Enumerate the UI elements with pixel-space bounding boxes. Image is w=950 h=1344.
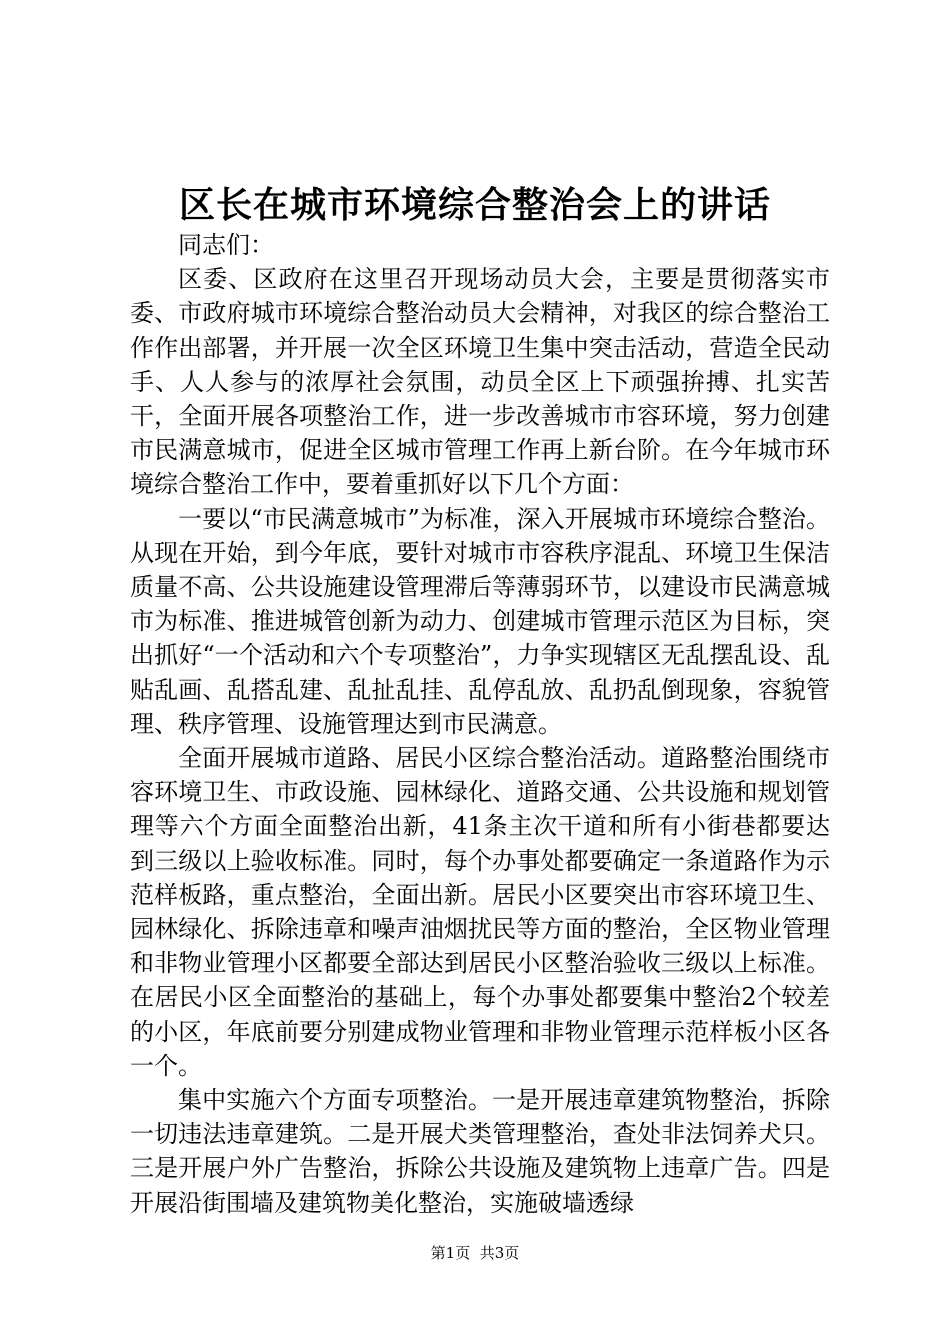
paragraph-3: 全面开展城市道路、居民小区综合整治活动。道路整治围绕市容环境卫生、市政设施、园林绿化、道路交通、公共设施和规划管理等六个方面全面整治出新，41条主次干道和所有小街巷都要达到三级以上验收标准。同时，每个办事处都要确定一条道路作为示范样板路，重点整治，全面出新。居民小区要突出市容环境卫生、园林绿化、拆除违章和噪声油烟扰民等方面的整治，全区物业管理和非物业管理小区都要全部达到居民小区整治验收三级以上标准。在居民小区全面整治的基础上，每个办事处都要集中整治2个较差的小区，年底前要分别建成物业管理和非物业管理示范样板小区各一个。 [130,744,830,1080]
page-total: 共3页 [479,1244,520,1262]
document-title: 区长在城市环境综合整治会上的讲话 [178,184,771,226]
greeting: 同志们： [178,231,274,259]
paragraph-2: 一要以“市民满意城市”为标准，深入开展城市环境综合整治。从现在开始，到今年底，要针对城市市容秩序混乱、环境卫生保洁质量不高、公共设施建设管理滞后等薄弱环节，以建设市民满意城市为标准、推进城管创新为动力、创建城市管理示范区为目标，突出抓好“一个活动和六个专项整治”，力争实现辖区无乱摆乱设、乱贴乱画、乱搭乱建、乱扯乱挂、乱停乱放、乱扔乱倒现象，容貌管理、秩序管理、设施管理达到市民满意。 [130,504,830,738]
page-number: 第1页 [430,1244,471,1262]
document-body [130,228,830,1220]
page-footer [0,1242,950,1264]
paragraph-1: 区委、区政府在这里召开现场动员大会，主要是贯彻落实市委、市政府城市环境综合整治动员大会精神，对我区的综合整治工作作出部署，并开展一次全区环境卫生集中突击活动，营造全民动手、人人参与的浓厚社会氛围，动员全区上下顽强拚搏、扎实苦干，全面开展各项整治工作，进一步改善城市市容环境，努力创建市民满意城市，促进全区城市管理工作再上新台阶。在今年城市环境综合整治工作中，要着重抓好以下几个方面： [130,265,830,499]
paragraph-4: 集中实施六个方面专项整治。一是开展违章建筑物整治，拆除一切违法违章建筑。二是开展犬类管理整治，查处非法饲养犬只。三是开展户外广告整治，拆除公共设施及建筑物上违章广告。四是开展沿街围墙及建筑物美化整治，实施破墙透绿 [130,1086,830,1217]
